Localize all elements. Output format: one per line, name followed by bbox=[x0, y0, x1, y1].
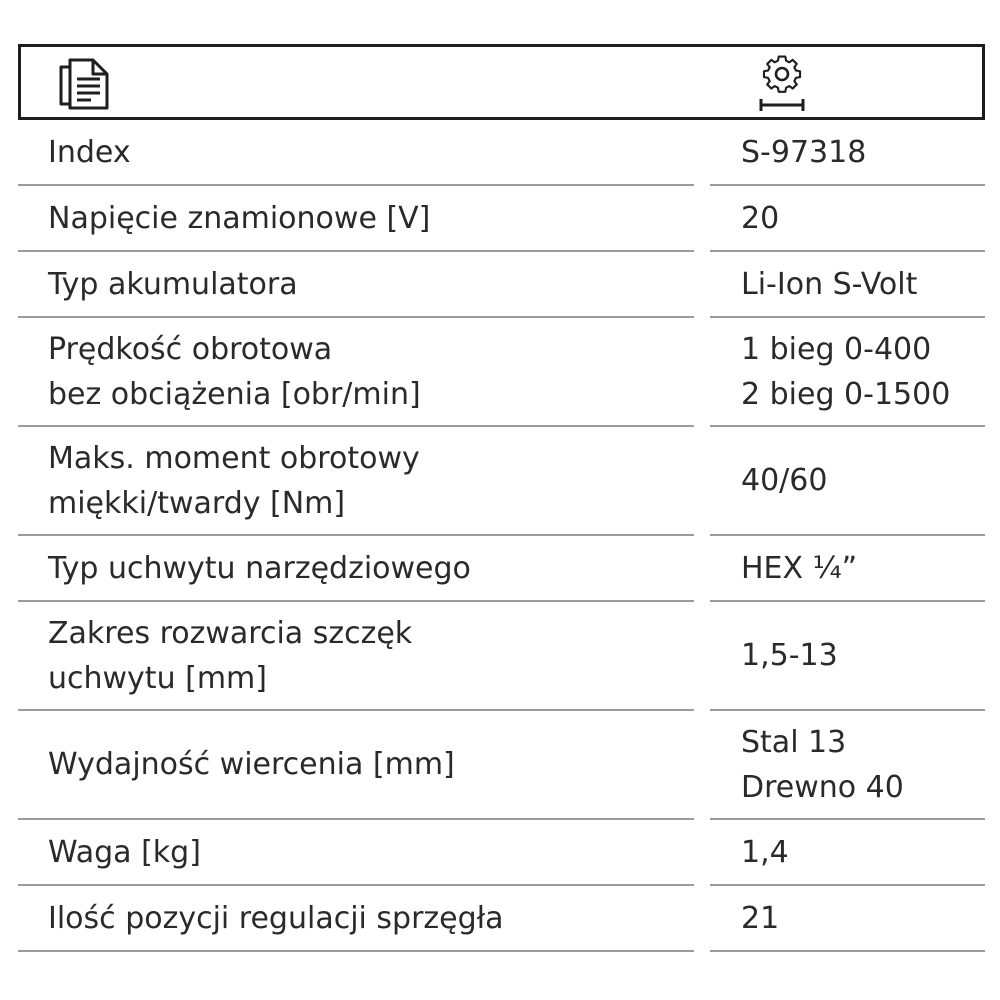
spec-value: 1,5-13 bbox=[741, 638, 838, 673]
spec-row-speed bbox=[18, 318, 985, 427]
spec-label: Wydajność wiercenia [mm] bbox=[48, 747, 455, 782]
spec-label: Napięcie znamionowe [V] bbox=[48, 200, 431, 236]
spec-value: 20 bbox=[741, 200, 780, 236]
spec-label: Maks. moment obrotowy miękki/twardy [Nm] bbox=[48, 440, 420, 521]
spec-row-chuck-type bbox=[18, 536, 985, 602]
spec-label: Typ uchwytu narzędziowego bbox=[48, 550, 471, 586]
spec-label: Index bbox=[48, 134, 131, 170]
spec-value: 1,4 bbox=[741, 834, 789, 870]
spec-value: Stal 13 Drewno 40 bbox=[741, 724, 904, 805]
spec-value: HEX ¼” bbox=[741, 550, 858, 586]
document-icon bbox=[55, 55, 111, 113]
spec-label: Typ akumulatora bbox=[48, 266, 298, 302]
spec-row-drilling-capacity bbox=[18, 711, 985, 820]
spec-row-battery-type bbox=[18, 252, 985, 318]
spec-value: Li-Ion S-Volt bbox=[741, 266, 918, 302]
spec-row-weight bbox=[18, 820, 985, 886]
spec-label: Waga [kg] bbox=[48, 834, 201, 870]
spec-table bbox=[18, 44, 985, 952]
spec-value: S-97318 bbox=[741, 134, 867, 170]
spec-table-header bbox=[18, 44, 985, 120]
gear-measure-icon bbox=[756, 53, 808, 113]
spec-value: 1 bieg 0-400 2 bieg 0-1500 bbox=[741, 331, 951, 412]
spec-row-voltage bbox=[18, 186, 985, 252]
row-divider bbox=[710, 950, 985, 952]
spec-row-chuck-range bbox=[18, 602, 985, 711]
row-divider bbox=[18, 950, 694, 952]
spec-value: 21 bbox=[741, 900, 780, 936]
spec-label: Prędkość obrotowa bez obciążenia [obr/min] bbox=[48, 331, 421, 412]
spec-label: Ilość pozycji regulacji sprzęgła bbox=[48, 900, 504, 936]
spec-value: 40/60 bbox=[741, 463, 828, 498]
spec-row-index bbox=[18, 120, 985, 186]
spec-row-torque bbox=[18, 427, 985, 536]
spec-row-clutch-positions bbox=[18, 886, 985, 952]
spec-label: Zakres rozwarcia szczęk uchwytu [mm] bbox=[48, 615, 413, 696]
